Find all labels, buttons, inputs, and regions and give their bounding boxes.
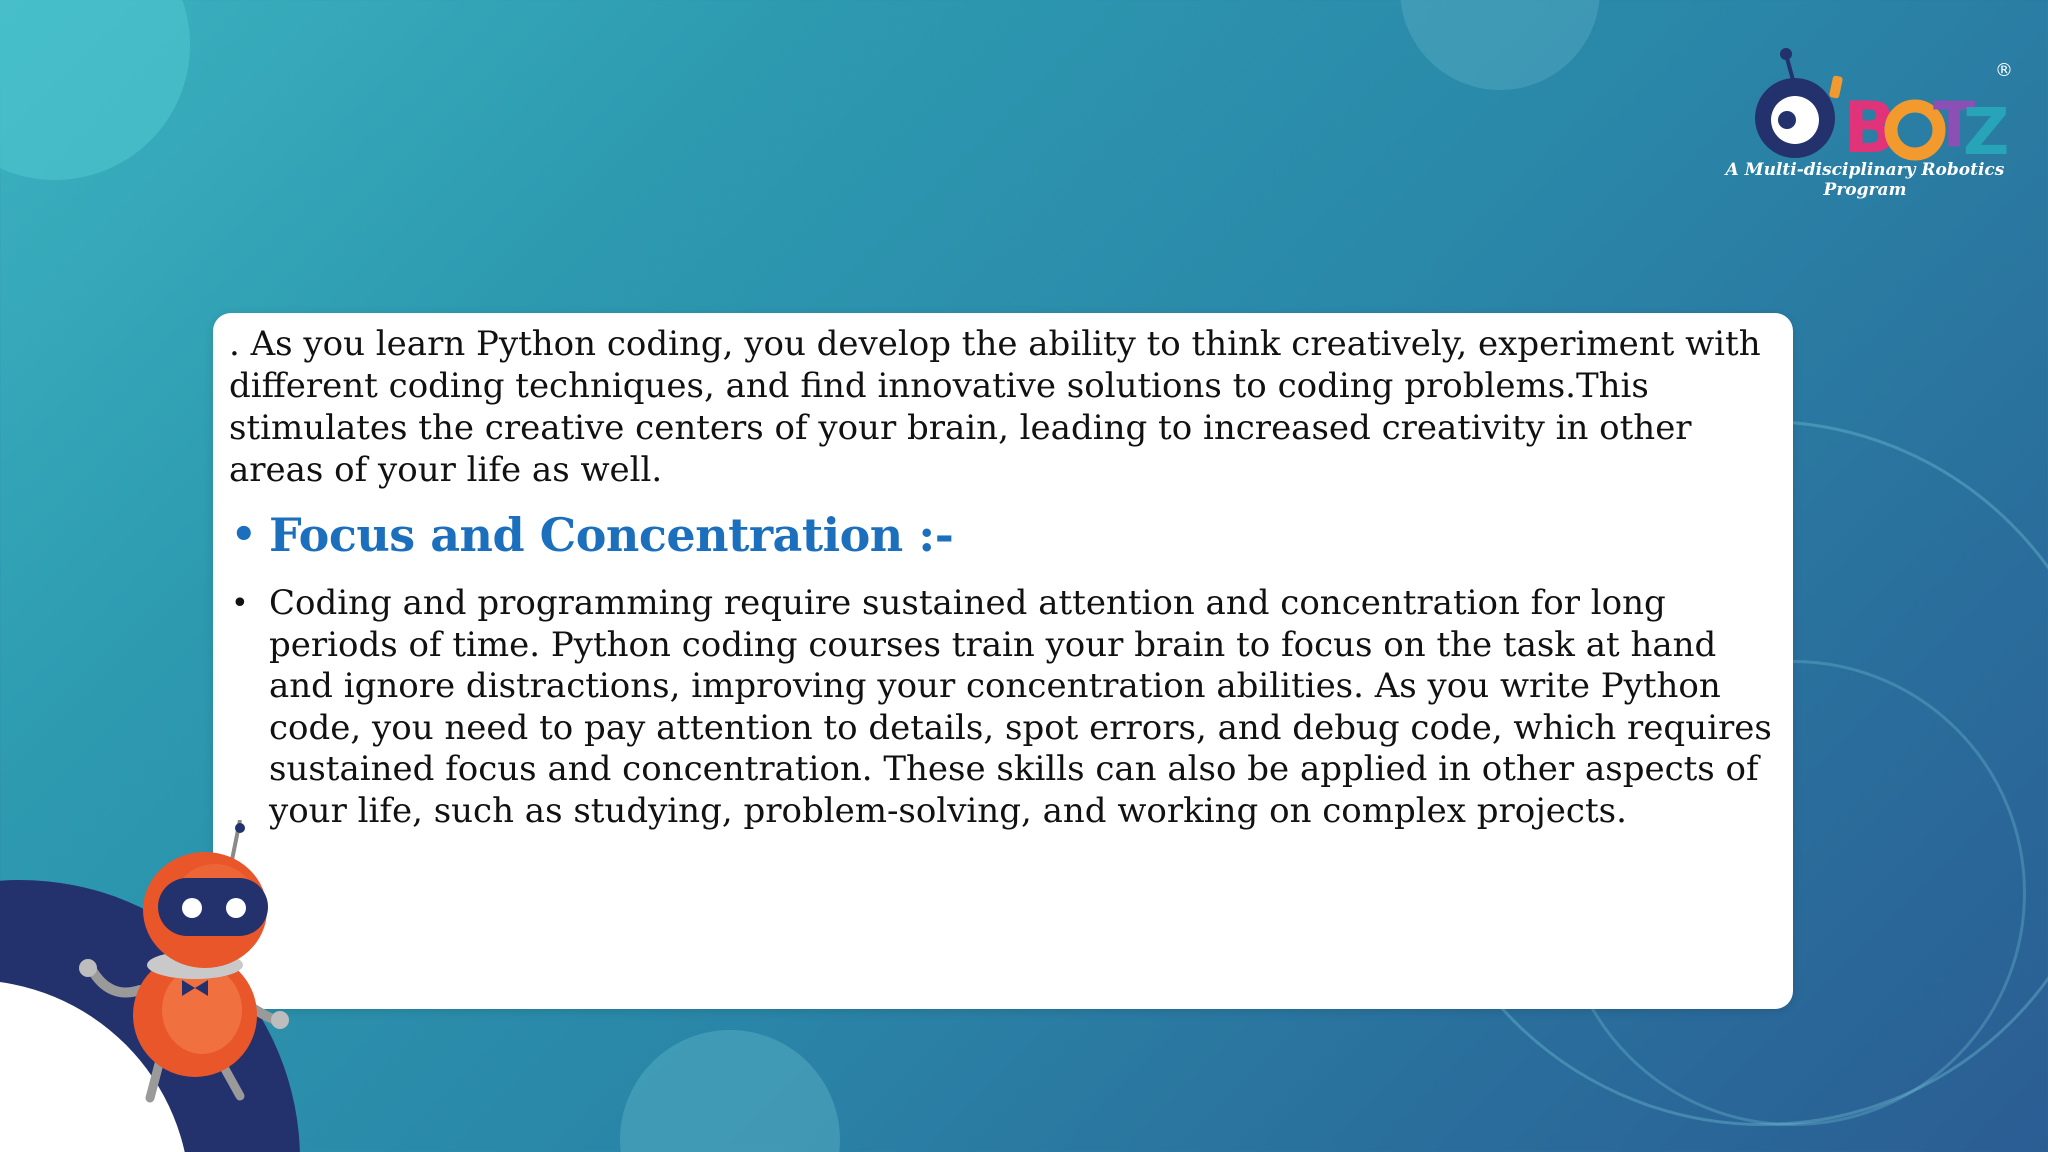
intro-paragraph: . As you learn Python coding, you develop the ability to think creatively, experiment with different coding techniques, and find innovative solutions to coding problems.This stimulates the creative centers of your brain, leading to increased creativity in other areas of your life as well. bbox=[229, 324, 1761, 490]
heading-text: Focus and Concentration :- bbox=[269, 508, 954, 562]
content-card bbox=[213, 313, 1793, 1009]
background-circle bbox=[620, 1030, 840, 1152]
body-text: Coding and programming require sustained attention and concentration for long periods of time. Python coding courses train your brain to focus on the task at hand and ignore distractions, improving your concentration abilities. As you write Python code, you need to pay attention to details, spot errors, and debug code, which requires sustained focus and concentration. These skills can also be applied in other aspects of your life, such as studying, problem-solving, and working on complex projects. bbox=[269, 583, 1772, 831]
robot-mascot-icon bbox=[70, 820, 300, 1110]
svg-text:Z: Z bbox=[1963, 96, 2010, 170]
bullet-icon: • bbox=[231, 511, 257, 558]
svg-text:T: T bbox=[1933, 88, 1976, 161]
background-circle bbox=[1400, 0, 1600, 90]
logo-tagline: A Multi-disciplinary Robotics Program bbox=[1725, 160, 2005, 200]
section-heading bbox=[229, 505, 1784, 565]
body-bullet bbox=[229, 583, 1784, 832]
registered-mark: ® bbox=[1995, 60, 2013, 81]
background-circle bbox=[0, 0, 190, 180]
bullet-icon: • bbox=[231, 586, 249, 621]
card-content bbox=[229, 323, 1784, 832]
svg-text:B: B bbox=[1843, 87, 1897, 169]
